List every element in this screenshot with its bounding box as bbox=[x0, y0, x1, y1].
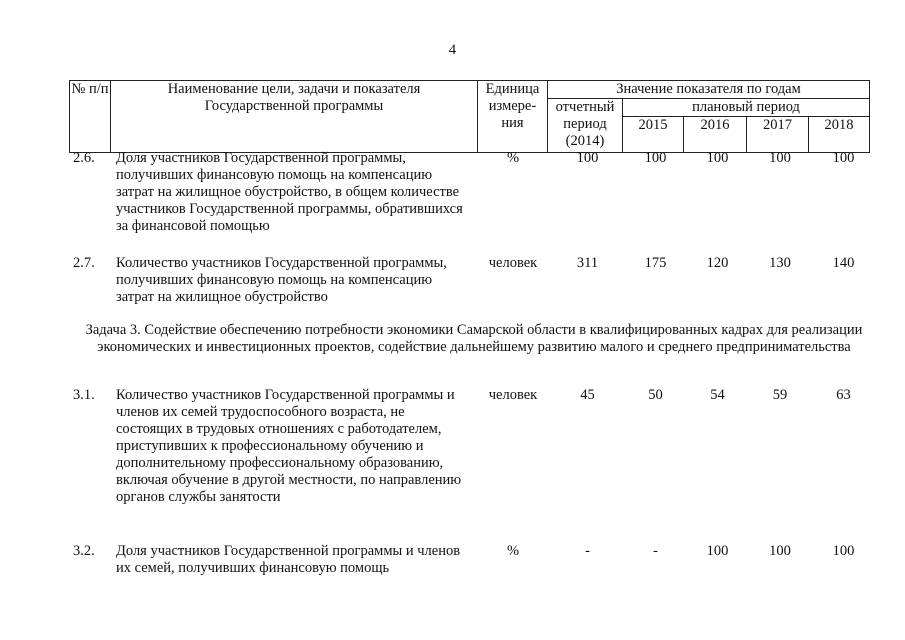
row-value-2015: 50 bbox=[648, 387, 663, 403]
row-value-2014: - bbox=[585, 543, 590, 559]
row-text: Доля участников Государственной программы, получивших финансовую помощь на компенсацию затрат на жилищное обустройство, в общем количестве участников Государственной программы, обратившихся за финансовой помощью bbox=[116, 150, 463, 234]
row-value-2015: 175 bbox=[644, 255, 667, 271]
row-value-2015: 100 bbox=[644, 150, 667, 166]
row-value-2017: 100 bbox=[769, 543, 791, 559]
row-text: Количество участников Государственной программы и членов их семей трудоспособного возраста, не состоящих в трудовых отношениях с работодателем, приступивших к профессиональному обучению и дополнительному профессиональному образованию, включая обучение в другой местности, по направлению органов службы занятости bbox=[116, 387, 462, 505]
header-name: Наименование цели, задачи и показателя Государственной программы bbox=[111, 81, 478, 153]
row-value-2015: - bbox=[653, 543, 658, 559]
row-value-2016: 100 bbox=[706, 543, 729, 559]
header-values-group: Значение показателя по годам bbox=[548, 81, 870, 99]
row-unit: % bbox=[506, 150, 520, 166]
row-value-2018: 63 bbox=[836, 387, 851, 403]
row-value-2014: 45 bbox=[580, 387, 595, 403]
header-year: 2015 bbox=[623, 117, 684, 153]
row-value-2017: 100 bbox=[769, 150, 791, 166]
row-value-2017: 130 bbox=[769, 255, 791, 271]
row-value-2014: 311 bbox=[576, 255, 599, 271]
page-number: 4 bbox=[448, 42, 457, 58]
row-value-2016: 54 bbox=[710, 387, 725, 403]
row-value-2018: 100 bbox=[832, 150, 855, 166]
header-unit: Единица измере-ния bbox=[478, 81, 548, 153]
header-number: № п/п bbox=[70, 81, 111, 153]
header-year: 2018 bbox=[809, 117, 870, 153]
row-value-2014: 100 bbox=[576, 150, 599, 166]
row-value-2017: 59 bbox=[772, 387, 788, 403]
row-unit: % bbox=[506, 543, 520, 559]
row-value-2018: 140 bbox=[832, 255, 855, 271]
row-text: Количество участников Государственной программы, получивших финансовую помощь на компенсацию затрат на жилищное обустройство bbox=[116, 255, 447, 305]
header-reporting-period: отчетный период (2014) bbox=[548, 99, 623, 153]
row-number: 2.6. bbox=[73, 150, 95, 166]
row-value-2016: 100 bbox=[706, 150, 729, 166]
row-text: Доля участников Государственной программы и членов их семей, получивших финансовую помощь bbox=[116, 543, 461, 576]
indicator-table-header bbox=[69, 80, 870, 153]
row-number: 2.7. bbox=[73, 255, 95, 271]
task-heading: Задача 3. Содействие обеспечению потребности экономики Самарской области в квалифицированных кадрах для реализации экономических и инвестиционных проектов, содействие дальнейшему развитию малого и среднего предпринимательства bbox=[85, 322, 863, 355]
row-unit: человек bbox=[488, 255, 538, 271]
row-unit: человек bbox=[488, 387, 538, 403]
row-number: 3.1. bbox=[73, 387, 95, 403]
header-planned-period: плановый период bbox=[623, 99, 870, 117]
header-year: 2017 bbox=[747, 117, 809, 153]
row-number: 3.2. bbox=[73, 543, 95, 559]
row-value-2016: 120 bbox=[706, 255, 729, 271]
row-value-2018: 100 bbox=[832, 543, 855, 559]
header-year: 2016 bbox=[684, 117, 747, 153]
